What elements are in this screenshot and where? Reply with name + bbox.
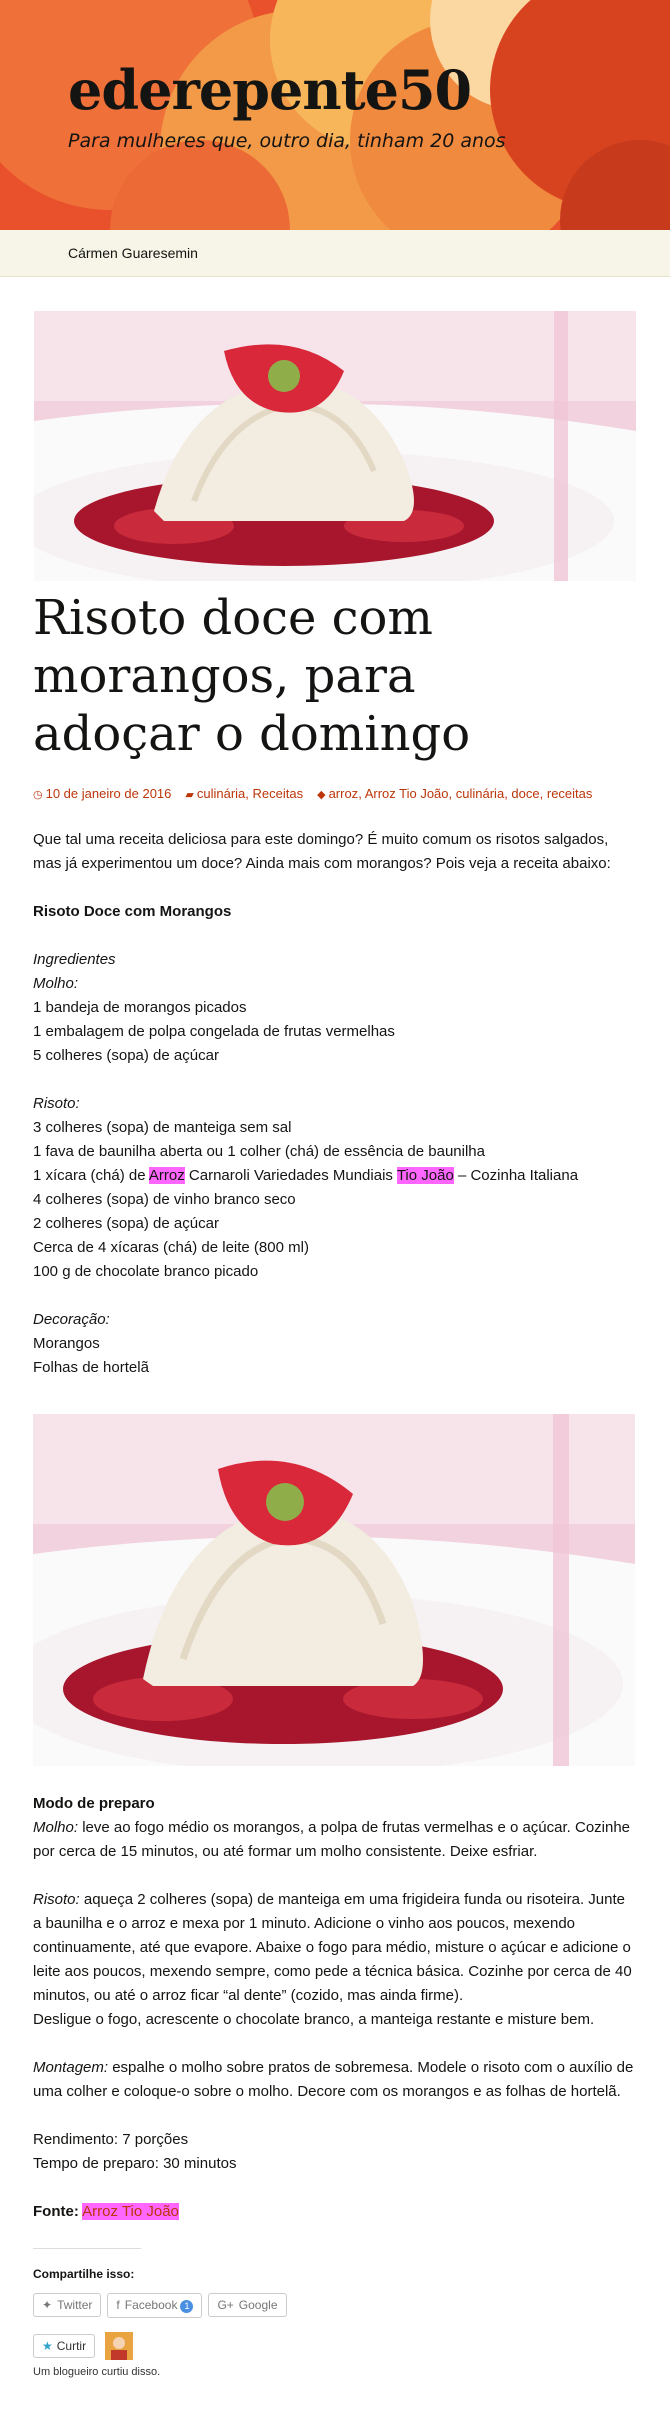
preparo-molho-text: leve ao fogo médio os morangos, a polpa de frutas vermelhas e o açúcar. Cozinhe por cerca de 15 minutos, ou até formar um molho consistente. Deixe esfriar. [33, 1819, 631, 1860]
recipe-title-text: Risoto Doce com Morangos [33, 903, 232, 920]
preparo-risoto [33, 1888, 637, 2008]
twitter-icon: ✦ [42, 2298, 53, 2312]
fonte-label: Fonte: [33, 2203, 79, 2220]
spacer [33, 1284, 637, 1308]
preparo-title-text: Modo de preparo [33, 1795, 155, 1812]
preparo-risoto-2: Desligue o fogo, acrescente o chocolate branco, a manteiga restante e misture bem. [33, 2011, 595, 2028]
fonte-link[interactable]: Arroz Tio João [82, 2203, 179, 2220]
share-title: Compartilhe isso: [33, 2267, 135, 2281]
preparo-montagem-label: Montagem: [33, 2059, 109, 2076]
list-item: 100 g de chocolate branco picado [33, 1263, 259, 1280]
list-item: 2 colheres (sopa) de açúcar [33, 1215, 219, 1232]
spacer [33, 1068, 637, 1092]
preparo-molho-label: Molho: [33, 1819, 79, 1836]
preparo-montagem [33, 2056, 637, 2104]
navbar [0, 230, 670, 277]
rendimento: Rendimento: 7 porções [33, 2131, 189, 2148]
molho-label: Molho: [33, 975, 79, 992]
recipe-image [33, 1414, 635, 1766]
category-link[interactable]: culinária [196, 786, 246, 801]
tag-icon: ◆ [317, 789, 326, 801]
list-item-rice [33, 1164, 637, 1188]
category-link[interactable]: Receitas [252, 786, 304, 801]
facebook-icon: f [116, 2298, 120, 2312]
tag-link[interactable]: culinária [455, 786, 505, 801]
preparo-risoto-label: Risoto: [33, 1891, 80, 1908]
preparo-risoto-text: aqueça 2 colheres (sopa) de manteiga em uma frigideira funda ou risoteira. Junte a baunilha e o arroz e mexa por 1 minuto. Adicione o vinho aos poucos, mexendo continuamente, até que evapore. Abaixe o fogo para médio, misture o açúcar e adicione o leite aos poucos, mexendo sempre, como pede a técnica básica. Cozinhe por cerca de 40 minutos, ou até o arroz ficar “al dente” (cozido, mas ainda firme). [33, 1891, 632, 2004]
rice-suffix: – Cozinha Italiana [453, 1167, 579, 1184]
preparo-montagem-text: espalhe o molho sobre pratos de sobremesa. Modele o risoto com o auxílio de uma colher e coloque-o sobre o molho. Decore com os morangos e as folhas de hortelã. [33, 2059, 634, 2100]
share-twitter-button[interactable] [33, 2293, 101, 2317]
site-header [0, 0, 670, 230]
google-label: Google [238, 2298, 278, 2312]
list-item: 1 fava de baunilha aberta ou 1 colher (chá) de essência de baunilha [33, 1143, 485, 1160]
risoto-label: Risoto: [33, 1095, 80, 1112]
liked-by-text: Um blogueiro curtiu disso. [33, 2366, 161, 2378]
tag-link[interactable]: doce [511, 786, 540, 801]
liker-avatar[interactable] [105, 2332, 133, 2360]
list-item: 1 bandeja de morangos picados [33, 999, 247, 1016]
post-date-text: 10 de janeiro de 2016 [45, 786, 172, 801]
like-label: Curtir [56, 2339, 87, 2353]
highlight-arroz: Arroz [148, 1167, 185, 1184]
tempo-preparo: Tempo de preparo: 30 minutos [33, 2155, 237, 2172]
highlight-tio-joao: Tio João [396, 1167, 454, 1184]
main-content [0, 311, 670, 2378]
rice-middle: Carnaroli Variedades Mundiais [184, 1167, 397, 1184]
facebook-count-badge: 1 [180, 2300, 193, 2313]
share-facebook-button[interactable] [107, 2293, 202, 2318]
list-item: Morangos [33, 1335, 100, 1352]
share-buttons [33, 2293, 637, 2318]
featured-image [34, 311, 636, 581]
post-meta [33, 783, 593, 806]
google-plus-icon: G+ [217, 2298, 234, 2312]
site-description: Para mulheres que, outro dia, tinham 20 anos [68, 130, 506, 152]
twitter-label: Twitter [57, 2298, 93, 2312]
preparo-molho [33, 1816, 637, 1864]
folder-icon: ▰ [185, 789, 194, 801]
list-item: 5 colheres (sopa) de açúcar [33, 1047, 219, 1064]
list-item: 3 colheres (sopa) de manteiga sem sal [33, 1119, 292, 1136]
tag-link[interactable]: receitas [546, 786, 593, 801]
tag-link[interactable]: Arroz Tio João [364, 786, 449, 801]
share-google-button[interactable] [208, 2293, 286, 2317]
fonte [33, 2200, 637, 2224]
nav-author-link[interactable]: Cármen Guaresemin [68, 245, 198, 261]
preparo-title [33, 1792, 637, 1816]
like-button[interactable] [33, 2334, 95, 2358]
intro-paragraph: Que tal uma receita deliciosa para este domingo? É muito comum os risotos salgados, mas já experimentou um doce? Ainda mais com morangos? Pois veja a receita abaixo: [33, 831, 611, 872]
post-date[interactable] [33, 786, 171, 801]
spacer [33, 1766, 637, 1792]
ingredients-label: Ingredientes [33, 951, 116, 968]
clock-icon: ◷ [33, 789, 43, 801]
post-categories: ▰ culinária, Receitas [185, 786, 304, 801]
list-item: Cerca de 4 xícaras (chá) de leite (800 ml) [33, 1239, 309, 1256]
star-icon: ★ [42, 2339, 53, 2353]
site-title[interactable]: ederepente50 [68, 58, 472, 122]
share-divider [33, 2248, 141, 2249]
post-title[interactable]: Risoto doce com morangos, para adoçar o domingo [33, 590, 471, 762]
decoracao-label: Decoração: [33, 1311, 110, 1328]
post-body [33, 828, 637, 2224]
list-item: 4 colheres (sopa) de vinho branco seco [33, 1191, 296, 1208]
like-row [33, 2332, 637, 2360]
facebook-label: Facebook [124, 2298, 178, 2312]
rice-prefix: 1 xícara (chá) de [33, 1167, 149, 1184]
list-item: Folhas de hortelã [33, 1359, 149, 1376]
list-item: 1 embalagem de polpa congelada de frutas vermelhas [33, 1023, 395, 1040]
recipe-title [33, 900, 637, 924]
tag-link[interactable]: arroz [328, 786, 359, 801]
post-tags: ◆ arroz, Arroz Tio João, culinária, doce, receitas [317, 786, 593, 801]
